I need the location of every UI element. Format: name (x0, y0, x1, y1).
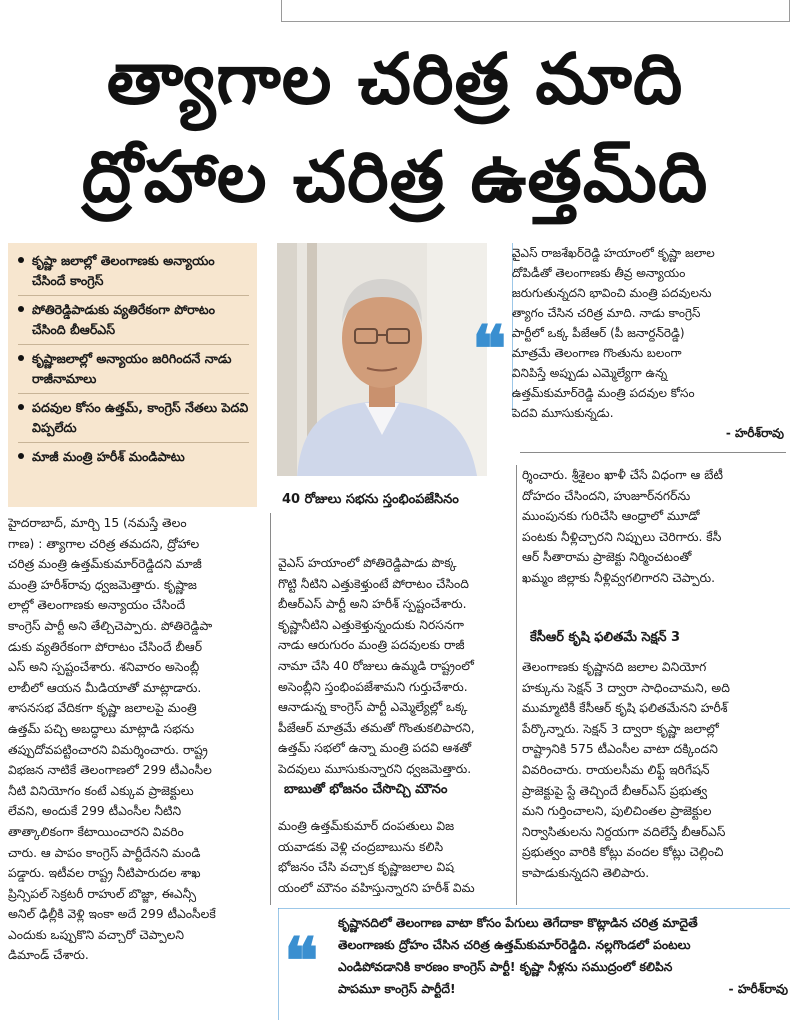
subheading: బాబుతో భోజనం చేసొచ్చి మౌనం (284, 782, 448, 797)
portrait-photo (277, 243, 487, 476)
body-line: హైదరాబాద్, మార్చి 15 (నమస్తే తెలం (8, 516, 187, 530)
highlight-item (18, 398, 249, 438)
body-line: ఉత్తమ్ పచ్చి అబద్ధాలు మాట్లాడి సభను (8, 721, 195, 736)
highlight-text: పదవుల కోసం ఉత్తమ్, కాంగ్రెస్ నేతలు పెదవి విప్పలేదు (32, 400, 249, 435)
body-line: ఉత్తమ్ సభలో ఉన్నా మంత్రి పదవి ఆశతో (278, 741, 472, 756)
top-frame-box (281, 0, 790, 22)
highlight-text: కృష్ణాజలాల్లో అన్యాయం జరిగిందనే నాడు రాజీనామాలు (32, 351, 232, 386)
highlight-item (18, 447, 249, 467)
bullet-dot-icon (18, 355, 24, 361)
divider (520, 452, 786, 453)
body-line: నీటి వినియోగం కంటే ఎక్కువ ప్రాజెక్టులు (8, 783, 194, 798)
body-line: మంత్రి హరీశ్‌రావు ధ్వజమెత్తారు. కృష్ణాజ (8, 577, 197, 592)
body-line: ఆనాడున్న కాంగ్రెస్ పార్టీ ఎమ్మెల్యేల్లో ఒక్క (278, 700, 468, 715)
divider (18, 393, 249, 394)
body-line: అనిల్ ఢిల్లీకి వెళ్లి ఇంకా అదే 299 టీఎంసీలకే (8, 907, 216, 922)
body-line: నామా చేసి 40 రోజులు ఉమ్మడి రాష్ట్రంలో (278, 658, 474, 673)
quote-line: ఎండిపోవడానికి కారణం కాంగ్రెస్ పార్టీ! కృష్ణా నీళ్లను సముద్రంలో కలిపిన (338, 960, 673, 974)
divider (18, 344, 249, 345)
body-line: తప్పుదోవపట్టించారని విమర్శించారు. రాష్ట్ర (8, 742, 208, 757)
body-line: ప్రభుత్వం వారికి కోట్లు వందల కోట్లు చెల్లించి (522, 845, 724, 860)
body-line: లాబీలో ఆయన మీడియాతో మాట్లాడారు. (8, 680, 202, 695)
body-line: తాత్కాలికంగా కేటాయించారని వివరిం (8, 824, 184, 839)
article-column-3 (522, 465, 786, 589)
body-line: లాల్లో తెలంగాణకు అన్యాయం చేసిందే (8, 598, 186, 613)
headline-line2: ద్రోహాల చరిత్ర ఉత్తమ్‌ది (81, 136, 709, 218)
quote-line: జరుగుతున్నదని భావించి మంత్రి పదవులను (512, 286, 712, 300)
body-line: వైఎస్ హయాంలో పోతిరెడ్డిపాడు పొక్క (278, 556, 457, 570)
body-line: గొట్టి నీటిని ఎత్తుకెళ్తుంటే పోరాటం చేసింది (278, 576, 469, 591)
bullet-dot-icon (18, 404, 24, 410)
portrait-image (277, 243, 487, 476)
body-line: డుకు వ్యతిరేకంగా పోరాటం చేసిందే బీఆర్ (8, 639, 203, 654)
subheading: కేసీఆర్ కృషి ఫలితమే సెక్షన్ 3 (530, 630, 681, 645)
body-line: యంలో మౌనం వహిస్తున్నారని హరీశ్ విమ (278, 880, 475, 895)
body-line: ముంపునకు గురిచేసి ఆంధ్రాలో మూడో (522, 509, 700, 524)
subheading: 40 రోజులు సభను స్తంభింపజేసినం (282, 492, 459, 507)
highlights-box (8, 243, 257, 507)
article-column-2 (278, 553, 512, 780)
body-line: పడ్డారు. ఇటీవల రాష్ట్ర నీటిపారుదల శాఖ (8, 866, 201, 881)
headline-line1: త్యాగాల చరిత్ర మాది (106, 38, 684, 120)
body-line: గాణ) : త్యాగాల చరిత్ర తమదని, ద్రోహాల (8, 536, 200, 551)
body-line: ప్రాజెక్టుపై స్టే తెచ్చిందే బీఆర్‌ఎస్ ప్రభుత్వ (522, 783, 708, 798)
body-line: కృష్ణానీటిని ఎత్తుకెళ్తున్నందుకు నిరసనగా (278, 617, 464, 632)
body-line: కాంగ్రెస్ పార్టీ అని తేల్చిచెప్పారు. పోతిరెడ్డిపా (8, 618, 213, 633)
body-line: హక్కును సెక్షన్ 3 ద్వారా సాధించామని, అది (522, 680, 730, 695)
body-line: శాసనసభ వేదికగా కృష్ణా జలాలపై మంత్రి (8, 701, 197, 716)
body-line: బీఆర్‌ఎస్ పార్టీ అని హరీశ్ స్పష్టంచేశారు. (278, 597, 467, 612)
body-line: ఖమ్మం జిల్లాకు నీళ్లివ్వగలిగారని చెప్పారు. (522, 570, 716, 585)
article-column-1 (8, 513, 266, 966)
quote-line: మాత్రమే తెలంగాణ గొంతును బలంగా (512, 346, 682, 360)
body-line: తెలంగాణకు కృష్ణానది జలాల వినియోగ (522, 660, 707, 674)
body-line: దోహదం చేసిందని, హుజూర్‌నగర్‌ను (522, 488, 691, 503)
quote-attribution: - హరీశ్‌రావు (725, 426, 784, 440)
body-line: మంత్రి ఉత్తమ్‌కుమార్ దంపతులు విజ (278, 819, 455, 833)
highlight-item (18, 349, 249, 389)
body-line: నాడు ఆరుగురం మంత్రి పదవులకు రాజీ (278, 638, 465, 653)
highlight-item (18, 300, 249, 340)
quote-line: దోపిడీతో తెలంగాణకు తీవ్ర అన్యాయం (512, 266, 686, 280)
quote-line: ఉత్తమ్‌కుమార్‌రెడ్డి మంత్రి పదవుల కోసం (512, 386, 695, 400)
highlight-text: మాజీ మంత్రి హరీశ్ మండిపాటు (32, 449, 185, 464)
body-line: వివరించారు. రాయలసీమ లిఫ్ట్ ఇరిగేషన్ (522, 762, 710, 777)
body-line: ఎస్ అని స్పష్టంచేశారు. శనివారం అసెంబ్లీ (8, 660, 200, 675)
body-line: మని గుర్తించాలని, పులిచింతల ప్రాజెక్టుల (522, 804, 712, 819)
quote-line: పెదవి మూసుకున్నడు. (512, 406, 614, 420)
body-line: పెదవులు మూసుకున్నారని ధ్వజమెత్తారు. (278, 761, 472, 776)
quote-mark-icon: ❝ (284, 924, 319, 999)
body-line: చరిత్ర మంత్రి ఉత్తమ్‌కుమార్‌రెడ్డిదని మాజీ (8, 557, 202, 572)
divider (18, 295, 249, 296)
body-line: రాష్ట్రానికి 575 టీఎంసీల వాటా దక్కిందని (522, 742, 718, 757)
body-line: పంటకు నీళ్లిచ్చారని నిప్పులు చెరిగారు. కేసీ (522, 529, 722, 544)
body-line: కాపాడుకున్నదని తెలిపారు. (522, 865, 650, 880)
body-line: డిమాండ్ చేశారు. (8, 948, 89, 963)
body-line: పేర్కొన్నారు. సెక్షన్ 3 ద్వారా కృష్ణా జలాల్లో (522, 721, 719, 736)
article-column-2b (278, 816, 512, 898)
body-line: ర్శించారు. శ్రీశైలం ఖాళీ చేసే విధంగా ఆ బేటీ (522, 468, 723, 482)
quote-line: తెలంగాణకు ద్రోహం చేసిన చరిత్ర ఉత్తమ్‌కుమార్‌రెడ్డిది. నల్లగొండలో పంటలు (338, 938, 691, 952)
quote-line: వినిపిస్తే అప్పుడు ఎమ్మెల్యేగా ఉన్న (512, 366, 668, 380)
body-line: ముమ్మాటికీ కేసీఆర్ కృషి ఫలితమేనని హరీశ్ (522, 701, 728, 716)
quote-bottom-text (338, 912, 788, 1000)
highlight-text: పోతిరెడ్డిపాడుకు వ్యతిరేకంగా పోరాటం చేసింది బీఆర్‌ఎస్ (32, 302, 216, 337)
bullet-dot-icon (18, 257, 24, 263)
column-divider (270, 513, 271, 905)
quote-line: త్యాగం చేసిన చరిత్ర మాది. నాడు కాంగ్రెస్ (512, 306, 701, 320)
quote-mark-icon: ❝ (472, 312, 507, 387)
body-line: చారు. ఆ పాపం కాంగ్రెస్ పార్టీదేనని మండి (8, 845, 201, 860)
bullet-dot-icon (18, 453, 24, 459)
column-divider (516, 465, 517, 905)
quote-line: పార్టీలో ఒక్క పీజేఆర్ (పీ జనార్దన్‌రెడ్డి) (512, 326, 685, 340)
body-line: ఆర్ సీతారామ ప్రాజెక్టు నిర్మించటంతో (522, 550, 692, 565)
body-line: అసెంబ్లీని స్తంభింపజేశామని గుర్తుచేశారు. (278, 679, 468, 694)
divider (18, 442, 249, 443)
body-line: ప్రిన్సిపల్ సెక్రటరీ రాహుల్ బొజ్జా, ఈఎన్సీ (8, 886, 197, 901)
quote-attribution: - హరీశ్‌రావు (728, 982, 788, 996)
highlight-item (18, 251, 249, 291)
body-line: యవాడకు వెళ్లి చంద్రబాబును కలిసి (278, 839, 444, 854)
body-line: ఎందుకు ఒప్పుకొని వచ్చారో చెప్పాలని (8, 927, 185, 942)
body-line: భోజనం చేసి వచ్చాక కృష్ణాజలాల విష (278, 860, 455, 875)
body-line: నిర్వాసితులను నిర్దయగా వదిలేస్తే బీఆర్‌ఎస్ (522, 824, 726, 839)
quote-last-row (338, 978, 788, 1000)
body-line: విభజన నాటికే తెలంగాణలో 299 టీఎంసీల (8, 763, 212, 778)
body-line: లేవని, అందుకే 299 టీఎంసీల నీటిని (8, 804, 182, 819)
quote-top-text (512, 243, 784, 443)
article-column-3b (522, 657, 786, 884)
highlight-text: కృష్ణా జలాల్లో తెలంగాణకు అన్యాయం చేసిందే కాంగ్రెస్ (32, 253, 215, 288)
quote-line: పాపమూ కాంగ్రెస్ పార్టీదే! (338, 982, 456, 996)
quote-line: కృష్ణానదిలో తెలంగాణ వాటా కోసం పేగులు తెగేదాకా కొట్లాడిన చరిత్ర మాదైతే (338, 916, 698, 930)
bullet-dot-icon (18, 306, 24, 312)
body-line: పీజేఆర్ మాత్రమే తమతో గొంతుకలిపారని, (278, 720, 475, 735)
quote-line: వైఎస్ రాజశేఖర్‌రెడ్డి హయాంలో కృష్ణా జలాల (512, 246, 715, 260)
